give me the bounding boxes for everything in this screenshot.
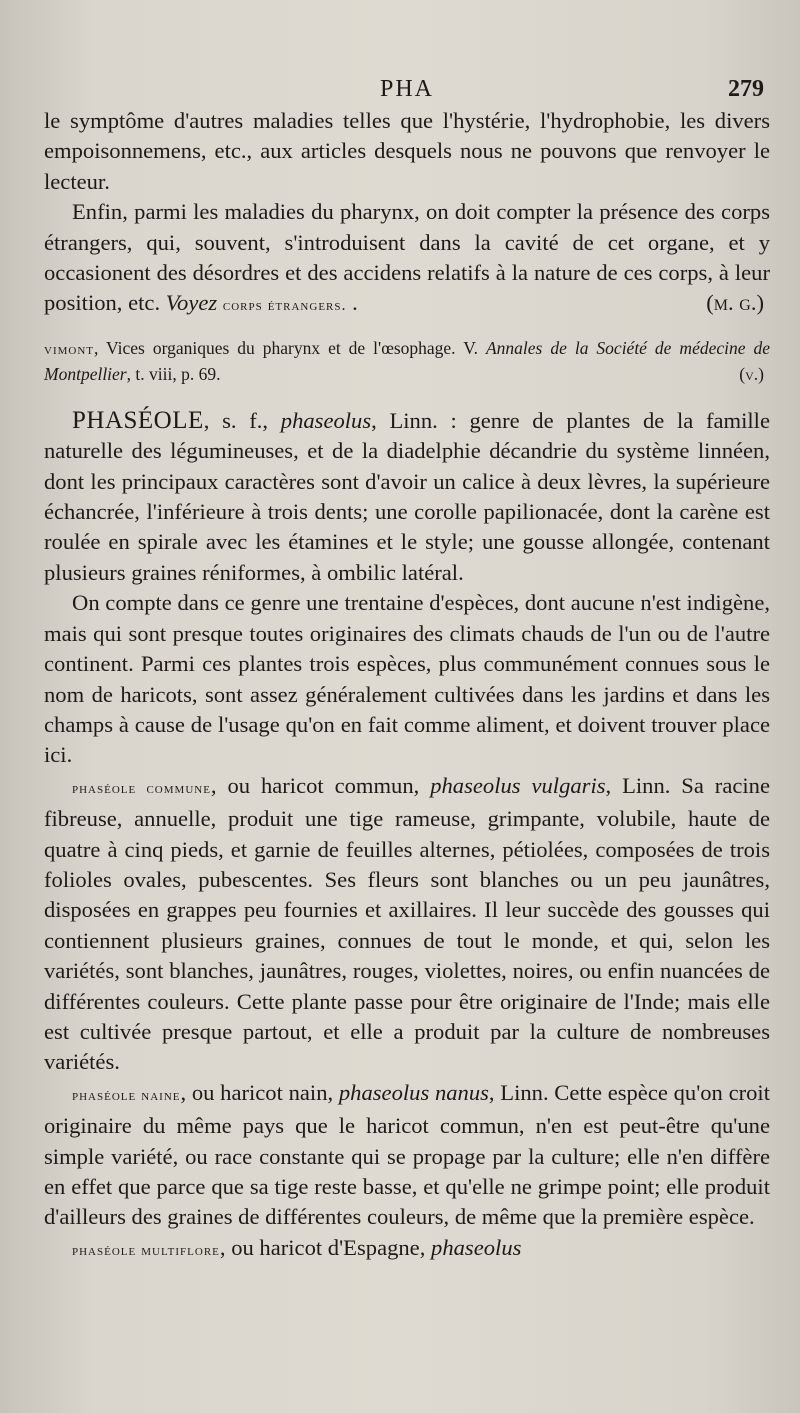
foreign-bodies-paragraph xyxy=(44,197,770,322)
running-head xyxy=(44,72,770,106)
species-paragraph xyxy=(44,1078,770,1233)
continuation-text: le symptôme d'autres maladies telles que l'hystérie, l'hydrophobie, les divers empoisonnemens, etc., aux articles desquels nous ne pouvons que renvoyer le lecteur. xyxy=(44,108,770,194)
species-text: , Linn. Sa racine fibreuse, annuelle, produit une tige rameuse, grimpante, volubile, haute de quatre à cinq pieds, et garnie de feuilles alternes, pétiolées, composées de trois folioles ovales, pubescentes. Ses fleurs sont blanches ou un peu jaunâtres, disposées en grappes peu fournies et axillaires. Il leur succède des gousses qui contiennent plusieurs graines, connues de tout le monde, et qui, selon les variétés, sont blanches, jaunâtres, rouges, violettes, noires, ou enfin nuancées de différentes couleurs. Cette plante passe pour être originaire de l'Inde; mais elle est cultivée presque partout, et elle a produit par la culture de nombreuses variétés. xyxy=(44,772,770,1075)
entry-latin: phaseolus xyxy=(280,407,372,433)
running-title: PHA xyxy=(379,76,434,102)
see-prefix: Voyez xyxy=(165,290,218,316)
author-sign: (m. g.) xyxy=(706,290,764,316)
species-latin: phaseolus xyxy=(431,1234,522,1260)
entry-headword: PHASÉOLE xyxy=(72,406,204,434)
species-overview-text: On compte dans ce genre une trentaine d'espèces, dont aucune n'est indigène, mais qui sont presque toutes originaires des climats chauds de l'un ou de l'autre continent. Parmi ces plantes trois espèces, plus communément connues sous le nom de haricots, sont assez généralement cultivées dans les jardins et dans les champs à cause de l'usage qu'on en fait comme aliment, et doivent trouver place ici. xyxy=(44,590,770,768)
bibliography-volume: , t. viii, p. 69. xyxy=(126,363,221,384)
spacer xyxy=(44,386,770,406)
species-text: , Linn. Cette espèce qu'on croit originaire du même pays que le haricot commun, n'en est peut-être qu'une simple variété, ou race constante qui se propage par la culture; elle n'en diffère en effet que parce que sa tige reste basse, et qu'elle ne grimpe point; elle produit d'ailleurs des graines de différentes couleurs, de même que la première espèce. xyxy=(44,1079,770,1230)
see-dots: . xyxy=(352,290,358,316)
species-latin: phaseolus vulgaris xyxy=(430,772,606,798)
bibliography-journal: Annales de la Société de médecine de Montpellier xyxy=(44,337,770,384)
species-name: phaséole commune xyxy=(72,779,211,797)
bibliography-text: , Vices organiques du pharynx et de l'œsophage. V. xyxy=(94,337,478,358)
species-overview-paragraph xyxy=(44,588,770,770)
species-name: phaséole multiflore xyxy=(72,1241,220,1259)
bibliography-author: vimont xyxy=(44,340,94,358)
entry-definition xyxy=(44,406,770,588)
bibliography-entry xyxy=(44,336,770,386)
species-paragraph xyxy=(44,1233,770,1266)
entry-definition-text: , Linn. : genre de plantes de la famille naturelle des légumineuses, et de la diadelphie décandrie du système linnéen, dont les principaux caractères sont d'avoir un calice à deux lèvres, la supérieure échancrée, l'inférieure à trois dents; une corolle papilionacée, dont la carène est roulée en spirale avec les étamines et le style; une gousse allongée, contenant plusieurs graines réniformes, à ombilic latéral. xyxy=(44,407,770,585)
species-paragraph xyxy=(44,771,770,1078)
cross-reference: corps étrangers. xyxy=(222,297,347,315)
page-number: 279 xyxy=(728,76,764,102)
species-common: , ou haricot nain, xyxy=(180,1079,334,1105)
species-latin: phaseolus nanus xyxy=(338,1079,489,1105)
entry-grammar: , s. f., xyxy=(203,407,269,433)
foreign-bodies-text: Enfin, parmi les maladies du pharynx, on doit compter la présence des corps étrangers, qui, souvent, s'introduisent dans la cavité de cet organe, et y occasionent des désordres et des accidens relatifs à la nature de ces corps, à leur position, etc. xyxy=(44,199,770,316)
species-name: phaséole naine xyxy=(72,1086,181,1104)
species-common: , ou haricot commun, xyxy=(210,772,420,798)
species-common: , ou haricot d'Espagne, xyxy=(219,1234,426,1260)
continuation-paragraph xyxy=(44,106,770,197)
bibliography-sign: (v.) xyxy=(739,363,764,384)
